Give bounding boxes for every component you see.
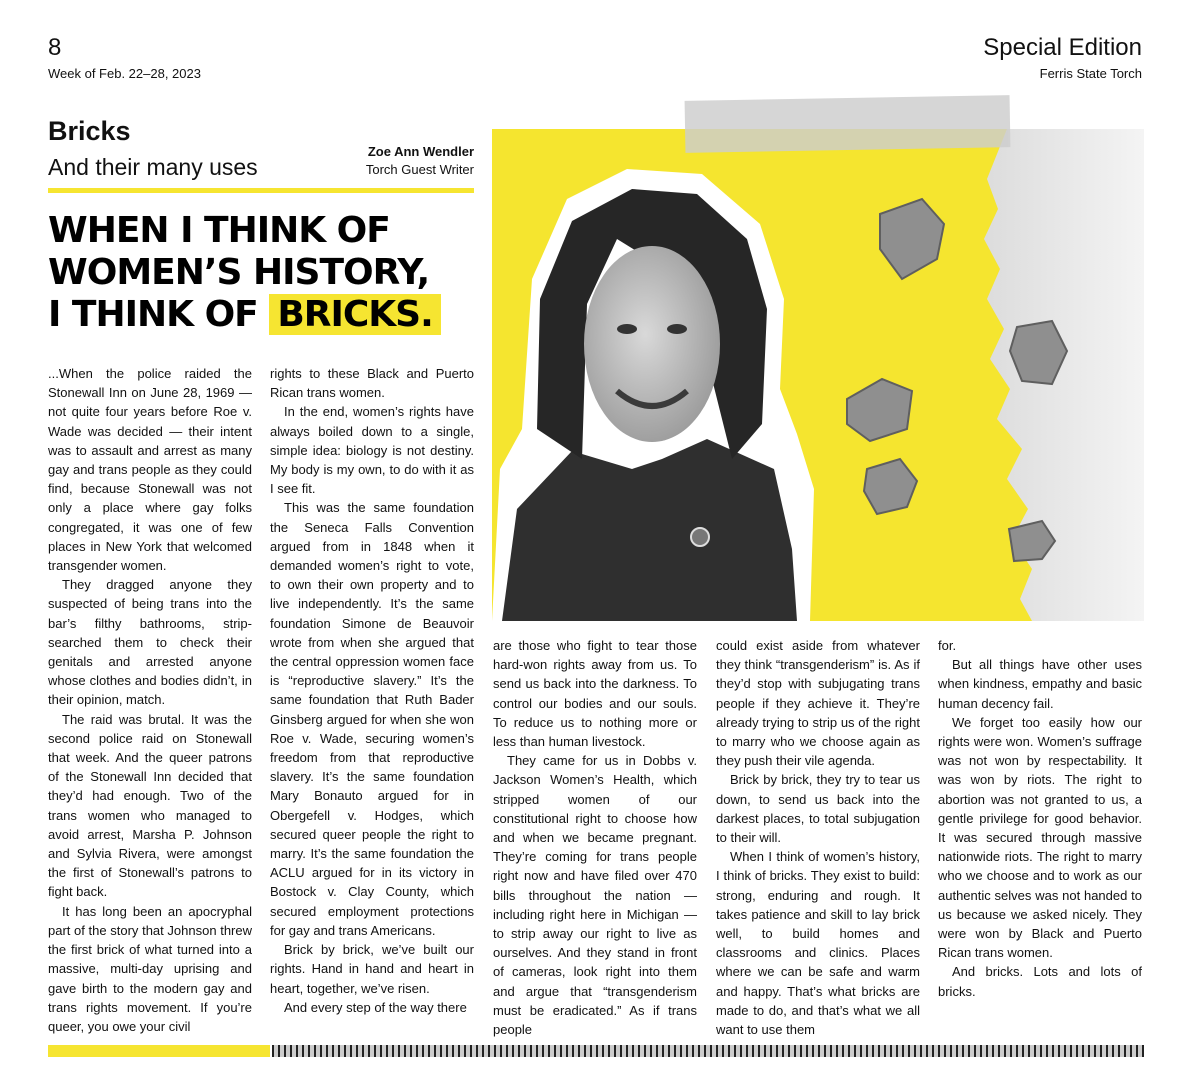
column-4-paragraph-2: Brick by brick, they try to tear us down, to send us back into the darkest places, to total subjugation to their will. <box>716 772 920 846</box>
issue-date: Week of Feb. 22–28, 2023 <box>48 66 201 81</box>
column-4-paragraph-3: When I think of women’s history, I think of bricks. They exist to build: strong, enduring and rough. It takes patience and skill to lay brick well, to build homes and classrooms and clinics. Places where we can be safe and warm and happy. That’s what bricks are made to do, and that’s what we all want to use them <box>716 849 920 1038</box>
column-2-paragraph-2: In the end, women’s rights have always boiled down to a single, simple idea: biology is not destiny. My body is my own, to do with it as I see fit. <box>270 404 474 497</box>
yellow-rule <box>48 188 474 193</box>
column-5-paragraph-1: for. <box>938 638 957 653</box>
publication-name: Ferris State Torch <box>1039 66 1142 81</box>
column-4-paragraph-1: could exist aside from whatever they think “transgenderism” is. As if they’d stop with subjugating trans people if they achieve it. They’re already trying to strip us of the right to marry who we choose again as they push their vile agenda. <box>716 638 920 769</box>
column-2-paragraph-1: rights to these Black and Puerto Rican trans women. <box>270 366 474 401</box>
column-2-paragraph-3: This was the same foundation the Seneca Falls Convention argued from in 1848 when it demanded women’s right to vote, to own their own property and to live independently. It’s the same foundation Simone de Beauvoir wrote from when she argued that the central oppression women face is “reproductive slavery.” It’s the same foundation that Ruth Bader Ginsberg argued for when she won Roe v. Wade, securing women’s freedom from that reproductive slavery. It’s the same foundation Mary Bonauto argued for in Obergefell v. Hodges, which secured queer people the right to marry. It’s the same foundation the ACLU argued for in its victory in Bostock v. Clay County, which secured employment protections for gay and trans Americans. <box>270 500 474 938</box>
page-number: 8 <box>48 34 62 61</box>
portrait-pendant <box>691 528 709 546</box>
column-1-paragraph-3: The raid was brutal. It was the second police raid on Stonewall that week. And the queer patrons of the Stonewall Inn decided that they’d had enough. Two of the trans women who managed to avoid arrest, Marsha P. Johnson and Sylvia Rivera, were amongst the first of Stonewall’s patrons to fight back. <box>48 711 252 900</box>
headline-line-1: WHEN I THINK OF <box>48 210 390 251</box>
column-5-paragraph-3: We forget too easily how our rights were won. Women’s suffrage was not won by respectability. It was won by riots. The right to abortion was not granted to us, a gentle privilege for good behavior. It was secured through massive nationwide riots. The right to marry who we choose and to work as our authentic selves was not handed to us because we asked nicely. They were won by Black and Puerto Rican trans women. <box>938 714 1142 961</box>
column-2-paragraph-4: Brick by brick, we’ve built our rights. Hand in hand and heart in heart, together, we’ve risen. <box>270 942 474 996</box>
feature-photo <box>492 129 1144 621</box>
tape-strip <box>685 95 1011 153</box>
column-3-paragraph-1: are those who fight to tear those hard-won rights away from us. To send us back into the darkness. To control our bodies and our souls. To reduce us to nothing more or less than human livestock. <box>493 638 697 750</box>
article-column-5 <box>938 636 1142 1001</box>
byline-role: Torch Guest Writer <box>365 162 474 177</box>
column-1-paragraph-1: ...When the police raided the Stonewall Inn on June 28, 1969 — not quite four years before Roe v. Wade was decided — their intent was to assault and arrest as many gay and trans people as they could find, because Stonewall was not only a place where gay folks congregated, it was one of few places in New York that welcomed transgender women. <box>48 366 252 574</box>
column-3-paragraph-2: They came for us in Dobbs v. Jackson Women’s Health, which stripped women of our constitutional right to choose how and when we became pregnant. They’re coming for trans people right now and have filed over 470 bills throughout the nation — including right here in Michigan — to strip away our right to live as ourselves. And they stand in front of cameras, look right into them and argue that “transgenderism must be eradicated.” As if trans people <box>493 753 697 1038</box>
torn-paper-wall <box>984 129 1144 621</box>
column-1-paragraph-4: It has long been an apocryphal part of the story that Johnson threw the first brick of what turned into a massive, multi-day uprising and gave birth to the modern gay and trans rights movement. If you’re queer, you owe your civil <box>48 903 252 1034</box>
headline-highlight: BRICKS. <box>269 294 440 335</box>
headline <box>48 210 488 336</box>
footer-texture-bar <box>272 1045 1144 1057</box>
byline-author: Zoe Ann Wendler <box>367 144 474 159</box>
section-subtitle: And their many uses <box>48 154 258 180</box>
section-title: Bricks <box>48 116 131 146</box>
article-column-2 <box>270 364 474 1017</box>
edition-label: Special Edition <box>983 34 1142 61</box>
photo-illustration <box>492 129 1144 621</box>
column-5-paragraph-4: And bricks. Lots and lots of bricks. <box>938 964 1142 999</box>
article-column-3 <box>493 636 697 1039</box>
footer-yellow-bar <box>48 1045 270 1057</box>
headline-line-3 <box>48 294 488 336</box>
column-2-paragraph-5: And every step of the way there <box>284 999 467 1015</box>
headline-line-3-prefix: I THINK OF <box>48 294 258 335</box>
column-5-paragraph-2: But all things have other uses when kindness, empathy and basic human decency fail. <box>938 657 1142 711</box>
article-column-4 <box>716 636 920 1039</box>
headline-line-2: WOMEN’S HISTORY, <box>48 252 430 293</box>
portrait-face <box>584 246 720 442</box>
article-column-1 <box>48 364 252 1036</box>
column-1-paragraph-2: They dragged anyone they suspected of being trans into the bar’s filthy bathrooms, strip-searched them to check their genitals and arrested anyone whose clothes and bodies didn’t, in their opinion, match. <box>48 577 252 708</box>
